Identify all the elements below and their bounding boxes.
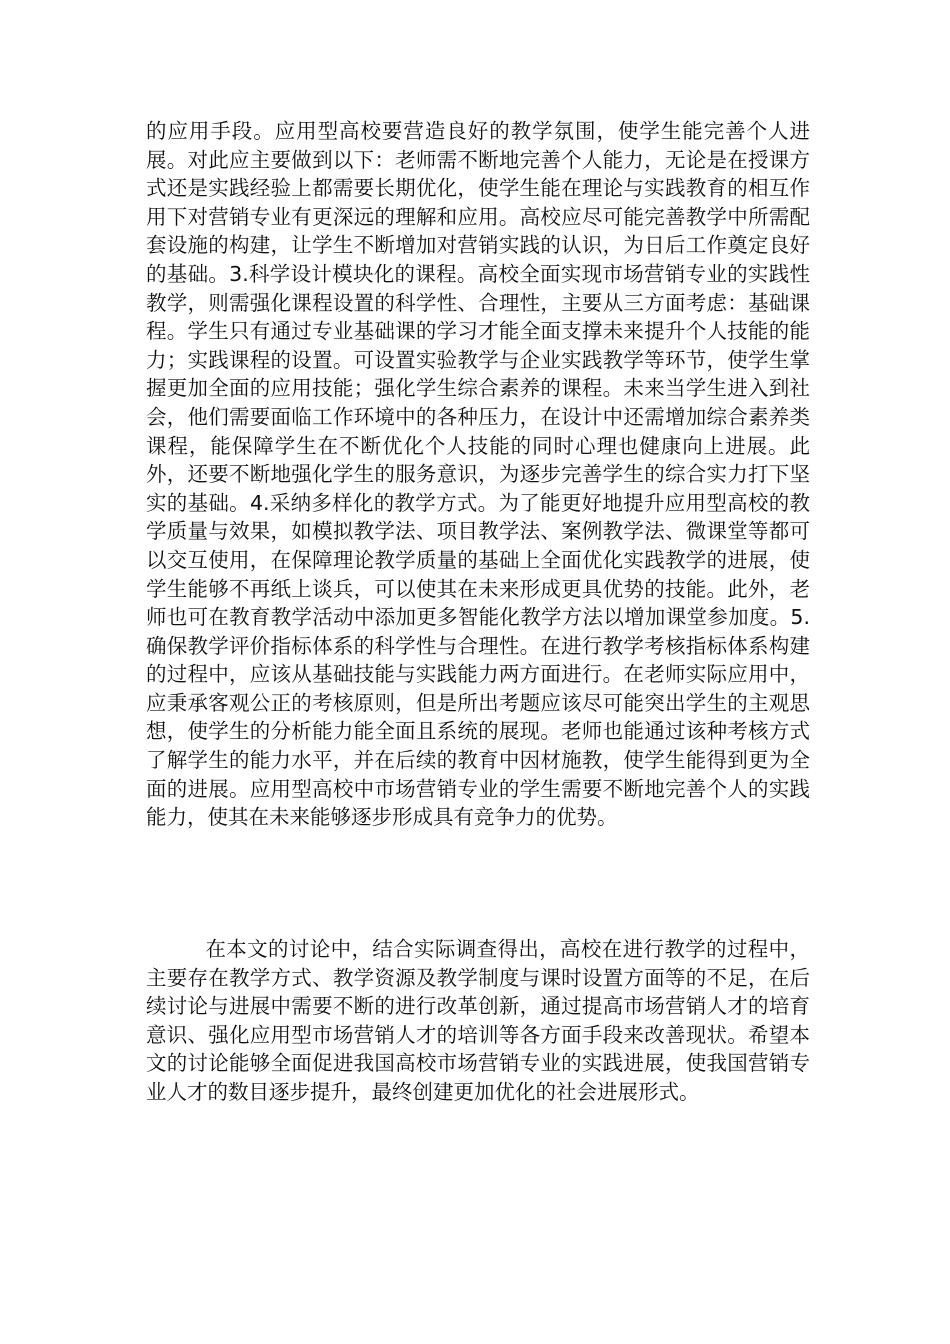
body-paragraph-2: 在本文的讨论中，结合实际调查得出，高校在进行教学的过程中，主要存在教学方式、教学资源及教学制度与课时设置方面等的不足，在后续讨论与进展中需要不断的进行改革创新，通过提高市场营销人才的培育意识、强化应用型市场营销人才的培训等各方面手段来改善现状。希望本文的讨论能够全面促进我国高校市场营销专业的实践进展，使我国营销专业人才的数目逐步提升，最终创建更加优化的社会进展形式。	[146, 937, 810, 1104]
body-paragraph-1: 的应用手段。应用型高校要营造良好的教学氛围，使学生能完善个人进展。对此应主要做到以下：老师需不断地完善个人能力，无论是在授课方式还是实践经验上都需要长期优化，使学生能在理论与实践教育的相互作用下对营销专业有更深远的理解和应用。高校应尽可能完善教学中所需配套设施的构建，让学生不断增加对营销实践的认识，为日后工作奠定良好的基础。3.科学设计模块化的课程。高校全面实现市场营销专业的实践性教学，则需强化课程设置的科学性、合理性，主要从三方面考虑：基础课程。学生只有通过专业基础课的学习才能全面支撑未来提升个人技能的能力；实践课程的设置。可设置实验教学与企业实践教学等环节，使学生掌握更加全面的应用技能；强化学生综合素养的课程。未来当学生进入到社会，他们需要面临工作环境中的各种压力，在设计中还需增加综合素养类课程，能保障学生在不断优化个人技能的同时心理也健康向上进展。此外，还要不断地强化学生的服务意识，为逐步完善学生的综合实力打下坚实的基础。4.采纳多样化的教学方式。为了能更好地提升应用型高校的教学质量与效果，如模拟教学法、项目教学法、案例教学法、微课堂等都可以交互使用，在保障理论教学质量的基础上全面优化实践教学的进展，使学生能够不再纸上谈兵，可以使其在未来形成更具优势的技能。此外，老师也可在教育教学活动中添加更多智能化教学方法以增加课堂参加度。5.确保教学评价指标体系的科学性与合理性。在进行教学考核指标体系构建的过程中，应该从基础技能与实践能力两方面进行。在老师实际应用中，应秉承客观公正的考核原则，但是所出考题应该尽可能突出学生的主观思想，使学生的分析能力能全面且系统的展现。老师也能通过该种考核方式了解学生的能力水平，并在后续的教育中因材施教，使学生能得到更为全面的进展。应用型高校中市场营销专业的学生需要不断地完善个人的实践能力，使其在未来能够逐步形成具有竞争力的优势。	[146, 119, 810, 830]
